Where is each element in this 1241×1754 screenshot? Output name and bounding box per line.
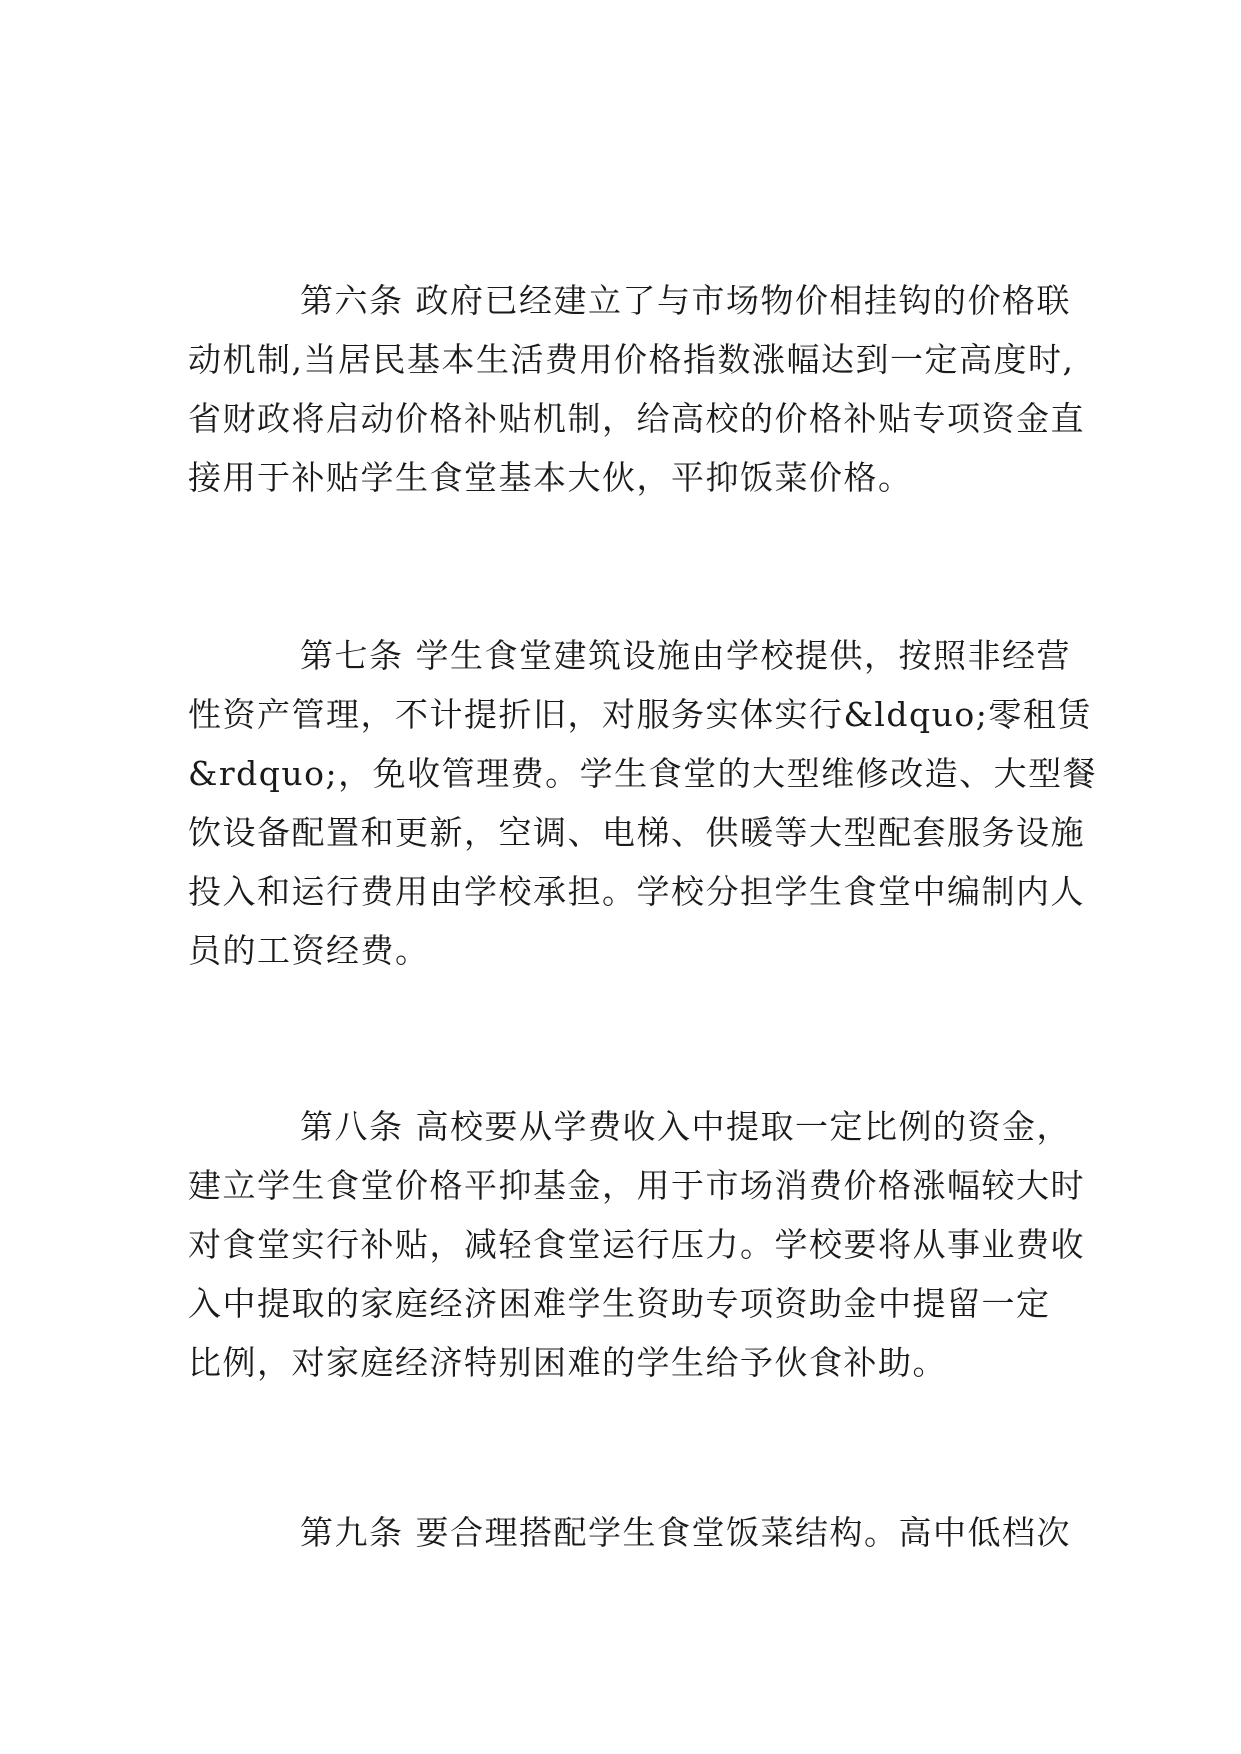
paragraph-line: 省财政将启动价格补贴机制，给高校的价格补贴专项资金直 xyxy=(188,399,1085,438)
article-7-paragraph xyxy=(188,626,1098,980)
paragraph-line: 入中提取的家庭经济困难学生资助专项资助金中提留一定 xyxy=(188,1284,1051,1323)
paragraph-line: 接用于补贴学生食堂基本大伙，平抑饭菜价格。 xyxy=(188,458,913,497)
paragraph-line: 员的工资经费。 xyxy=(188,931,430,970)
paragraph-line: &rdquo;，免收管理费。学生食堂的大型维修改造、大型餐 xyxy=(188,754,1098,793)
paragraph-line: 投入和运行费用由学校承担。学校分担学生食堂中编制内人 xyxy=(188,872,1085,911)
paragraph-line: 对食堂实行补贴，减轻食堂运行压力。学校要将从事业费收 xyxy=(188,1225,1085,1264)
paragraph-line: 比例，对家庭经济特别困难的学生给予伙食补助。 xyxy=(188,1343,947,1382)
paragraph-line: 饮设备配置和更新，空调、电梯、供暖等大型配套服务设施 xyxy=(188,813,1085,852)
paragraph-line: 第九条 要合理搭配学生食堂饭菜结构。高中低档次 xyxy=(300,1513,1071,1552)
article-8-paragraph xyxy=(188,1097,1085,1392)
paragraph-line: 性资产管理，不计提折旧，对服务实体实行&ldquo;零租赁 xyxy=(188,695,1092,734)
article-6-paragraph xyxy=(188,271,1085,507)
article-9-paragraph xyxy=(188,1503,1071,1562)
paragraph-line: 第六条 政府已经建立了与市场物价相挂钩的价格联 xyxy=(300,281,1071,320)
paragraph-line: 动机制,当居民基本生活费用价格指数涨幅达到一定高度时, xyxy=(188,340,1075,379)
paragraph-line: 建立学生食堂价格平抑基金，用于市场消费价格涨幅较大时 xyxy=(188,1166,1085,1205)
paragraph-line: 第七条 学生食堂建筑设施由学校提供，按照非经营 xyxy=(300,636,1071,675)
paragraph-line: 第八条 高校要从学费收入中提取一定比例的资金， xyxy=(300,1107,1071,1146)
